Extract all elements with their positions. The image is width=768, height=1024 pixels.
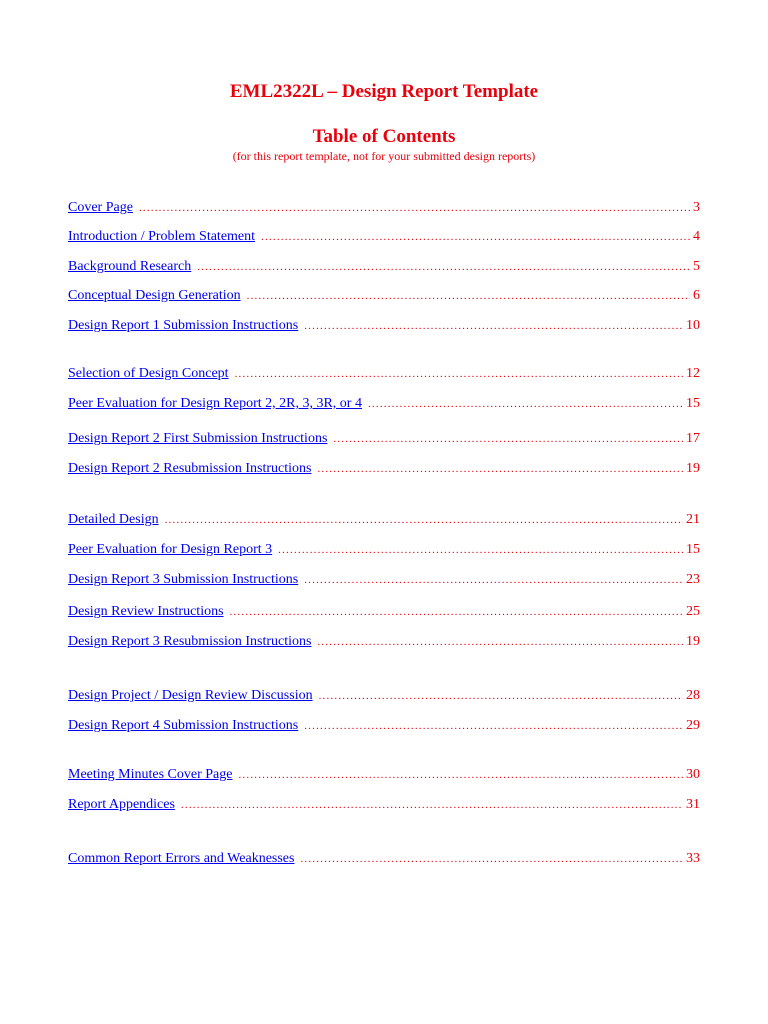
toc-page-number: 3 [693, 200, 700, 215]
toc-leader [304, 316, 683, 336]
toc-entry-introduction [68, 227, 700, 247]
toc-link-report3-resubmission[interactable]: Design Report 3 Resubmission Instructions [68, 634, 312, 649]
toc-entry-background-research [68, 257, 700, 277]
toc-link-introduction[interactable]: Introduction / Problem Statement [68, 229, 256, 244]
toc-link-cover-page[interactable]: Cover Page [68, 200, 133, 215]
toc-link-detailed-design[interactable]: Detailed Design [68, 512, 159, 527]
toc-leader [181, 795, 683, 815]
toc-entry-report3-resubmission [68, 632, 700, 652]
toc-page-number: 30 [686, 767, 700, 782]
toc-link-selection-of-concept[interactable]: Selection of Design Concept [68, 366, 229, 381]
toc-page-number: 17 [686, 431, 700, 446]
toc-link-report2-first-submission[interactable]: Design Report 2 First Submission Instructions [68, 431, 328, 446]
toc-entry-report4-submission [68, 716, 700, 736]
toc-leader [235, 364, 683, 384]
toc-leader [317, 632, 683, 652]
toc-link-report2-resubmission[interactable]: Design Report 2 Resubmission Instructions [68, 461, 312, 476]
toc-page-number: 15 [686, 542, 700, 557]
toc-entry-peer-evaluation-2 [68, 394, 700, 414]
toc-link-report3-submission[interactable]: Design Report 3 Submission Instructions [68, 572, 299, 587]
toc-link-report4-submission[interactable]: Design Report 4 Submission Instructions [68, 718, 299, 733]
toc-leader [319, 686, 683, 706]
toc-page-number: 19 [686, 461, 700, 476]
toc-entry-design-project-discussion [68, 686, 700, 706]
toc-link-report-appendices[interactable]: Report Appendices [68, 797, 175, 812]
toc-note: (for this report template, not for your submitted design reports) [232, 149, 536, 163]
toc-leader [247, 286, 690, 306]
toc-entry-report2-resubmission [68, 459, 700, 479]
toc-link-meeting-minutes[interactable]: Meeting Minutes Cover Page [68, 767, 233, 782]
toc-page-number: 15 [686, 396, 700, 411]
toc-page-number: 31 [686, 797, 700, 812]
toc-leader [238, 765, 683, 785]
toc-page-number: 21 [686, 512, 700, 527]
toc-page-number: 12 [686, 366, 700, 381]
toc-leader [197, 257, 690, 277]
toc-link-common-errors[interactable]: Common Report Errors and Weaknesses [68, 851, 295, 866]
toc-entry-report3-submission [68, 570, 700, 590]
toc-leader [165, 510, 683, 530]
toc-leader [368, 394, 683, 414]
table-of-contents [68, 0, 700, 1024]
toc-page-number: 10 [686, 318, 700, 333]
toc-entry-selection-of-concept [68, 364, 700, 384]
toc-entry-design-review [68, 602, 700, 622]
toc-leader [300, 849, 683, 869]
toc-leader [304, 716, 683, 736]
toc-entry-meeting-minutes [68, 765, 700, 785]
toc-link-design-review[interactable]: Design Review Instructions [68, 604, 224, 619]
toc-leader [278, 540, 683, 560]
toc-page-number: 6 [693, 288, 700, 303]
toc-entry-peer-evaluation-3 [68, 540, 700, 560]
toc-leader [304, 570, 683, 590]
toc-link-background-research[interactable]: Background Research [68, 259, 192, 274]
toc-link-design-project-discussion[interactable]: Design Project / Design Review Discussion [68, 688, 313, 703]
toc-entry-report2-first-submission [68, 429, 700, 449]
toc-link-report1-submission[interactable]: Design Report 1 Submission Instructions [68, 318, 299, 333]
toc-leader [230, 602, 683, 622]
toc-leader [317, 459, 683, 479]
toc-link-peer-evaluation-2[interactable]: Peer Evaluation for Design Report 2, 2R, 3, 3R, or 4 [68, 396, 362, 411]
toc-page-number: 5 [693, 259, 700, 274]
toc-page-number: 4 [693, 229, 700, 244]
toc-entry-conceptual-design [68, 286, 700, 306]
toc-link-peer-evaluation-3[interactable]: Peer Evaluation for Design Report 3 [68, 542, 273, 557]
toc-leader [261, 227, 690, 247]
toc-entry-detailed-design [68, 510, 700, 530]
toc-link-conceptual-design[interactable]: Conceptual Design Generation [68, 288, 241, 303]
toc-page-number: 28 [686, 688, 700, 703]
document-title: EML2322L – Design Report Template [229, 81, 539, 102]
toc-page-number: 19 [686, 634, 700, 649]
toc-entry-common-errors [68, 849, 700, 869]
toc-heading: Table of Contents [312, 126, 456, 147]
toc-page-number: 25 [686, 604, 700, 619]
toc-entry-cover-page [68, 198, 700, 218]
toc-entry-report-appendices [68, 795, 700, 815]
toc-page-number: 29 [686, 718, 700, 733]
toc-page-number: 23 [686, 572, 700, 587]
toc-leader [333, 429, 683, 449]
toc-page-number: 33 [686, 851, 700, 866]
toc-entry-report1-submission [68, 316, 700, 336]
toc-leader [139, 198, 690, 218]
